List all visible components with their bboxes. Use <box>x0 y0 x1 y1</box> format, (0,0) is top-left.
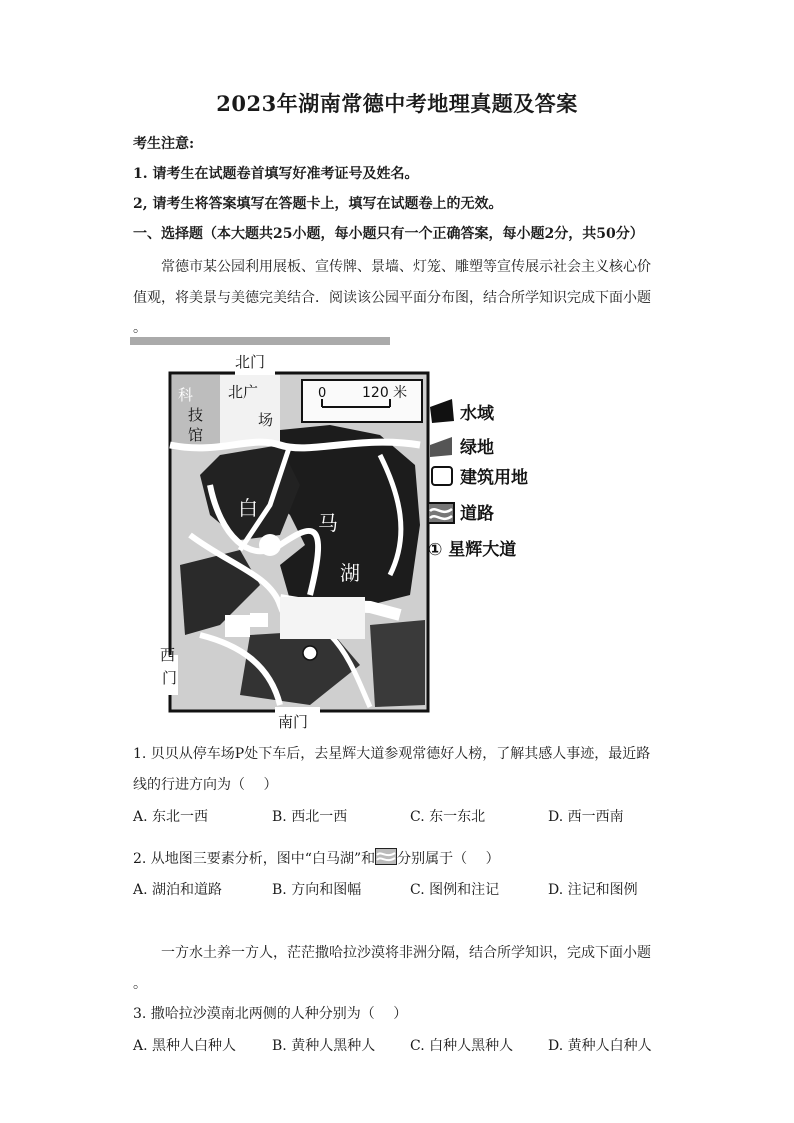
question-3-stem: 3. 撒哈拉沙漠南北两侧的人种分别为（ ） <box>133 1006 408 1022</box>
map-label-north-gate: 北门 <box>235 353 266 371</box>
map-lake-char-3: 湖 <box>340 561 360 585</box>
question-3-option-a: A. 黑种人白种人 <box>133 1038 237 1054</box>
map-label-north-square: 北广 <box>228 383 259 401</box>
notice-heading: 考生注意: <box>133 136 195 152</box>
question-1-stem-line-1: 1. 贝贝从停车场P处下车后，去星辉大道参观常德好人榜，了解其感人事迹，最近路 <box>133 746 651 762</box>
question-2-option-a: A. 湖泊和道路 <box>133 882 223 898</box>
question-2-option-c: C. 图例和注记 <box>410 882 500 898</box>
section-heading: 一、选择题（本大题共25小题，每小题只有一个正确答案，每小题2分，共50分） <box>133 226 644 242</box>
road-symbol-icon <box>375 848 397 865</box>
legend-water-icon <box>430 399 454 423</box>
map-label-science-1: 科 <box>178 386 194 404</box>
legend-building-label: 建筑用地 <box>460 468 528 488</box>
map-lake-char-2: 马 <box>318 511 338 535</box>
map-lake-char-1: 白 <box>238 496 258 520</box>
question-1-option-b: B. 西北一西 <box>272 809 348 825</box>
intro-2-line-1: 一方水土养一方人，茫茫撒哈拉沙漠将非洲分隔，结合所学知识，完成下面小题 <box>161 945 651 961</box>
map-label-science-2: 技 <box>188 406 204 424</box>
question-1-option-a: A. 东北一西 <box>133 809 209 825</box>
legend-building-icon <box>432 467 452 485</box>
question-3-option-c: C. 白种人黑种人 <box>410 1038 514 1054</box>
intro-2-line-2: 。 <box>133 976 147 992</box>
question-1-option-c: C. 东一东北 <box>410 809 486 825</box>
page-title: 2023年湖南常德中考地理真题及答案 <box>216 91 578 116</box>
legend-road-icon <box>428 503 454 523</box>
map-label-science-3: 馆 <box>188 426 204 444</box>
map-label-south-gate: 南门 <box>278 713 309 731</box>
question-2-stem <box>133 848 500 868</box>
map-label-north-square-2: 场 <box>258 411 274 429</box>
legend-avenue-label: ① 星辉大道 <box>428 540 517 560</box>
question-1-option-d: D. 西一西南 <box>548 809 624 825</box>
notice-item-2: 2, 请考生将答案填写在答题卡上，填写在试题卷上的无效。 <box>133 196 503 212</box>
legend-green-icon <box>430 437 452 457</box>
question-2-option-b: B. 方向和图幅 <box>272 882 362 898</box>
notice-item-1: 1. 请考生在试题卷首填写好准考证号及姓名。 <box>133 166 419 182</box>
legend-road-label: 道路 <box>460 504 494 524</box>
legend-green-label: 绿地 <box>460 438 494 458</box>
question-2-stem-suffix: 分别属于（ ） <box>397 851 500 867</box>
legend-water-label: 水域 <box>460 404 494 424</box>
map-label-west-gate-2: 门 <box>162 669 178 687</box>
intro-paragraph-line-2: 值观，将美景与美德完美结合．阅读该公园平面分布图，结合所学知识完成下面小题 <box>133 290 651 306</box>
map-label-west-gate-1: 西 <box>160 646 176 664</box>
map-scale-value: 120 米 <box>362 385 408 401</box>
intro-paragraph-line-3: 。 <box>133 320 147 336</box>
map-scale-zero: 0 <box>318 386 327 401</box>
park-map-figure <box>130 335 560 745</box>
question-2-stem-prefix: 2. 从地图三要素分析，图中“白马湖”和 <box>133 851 376 867</box>
question-3-option-b: B. 黄种人黑种人 <box>272 1038 376 1054</box>
question-3-option-d: D. 黄种人白种人 <box>548 1038 652 1054</box>
question-1-stem-line-2: 线的行进方向为（ ） <box>133 777 278 793</box>
question-2-option-d: D. 注记和图例 <box>548 882 638 898</box>
intro-paragraph-line-1: 常德市某公园利用展板、宣传牌、景墙、灯笼、雕塑等宣传展示社会主义核心价 <box>161 259 651 275</box>
